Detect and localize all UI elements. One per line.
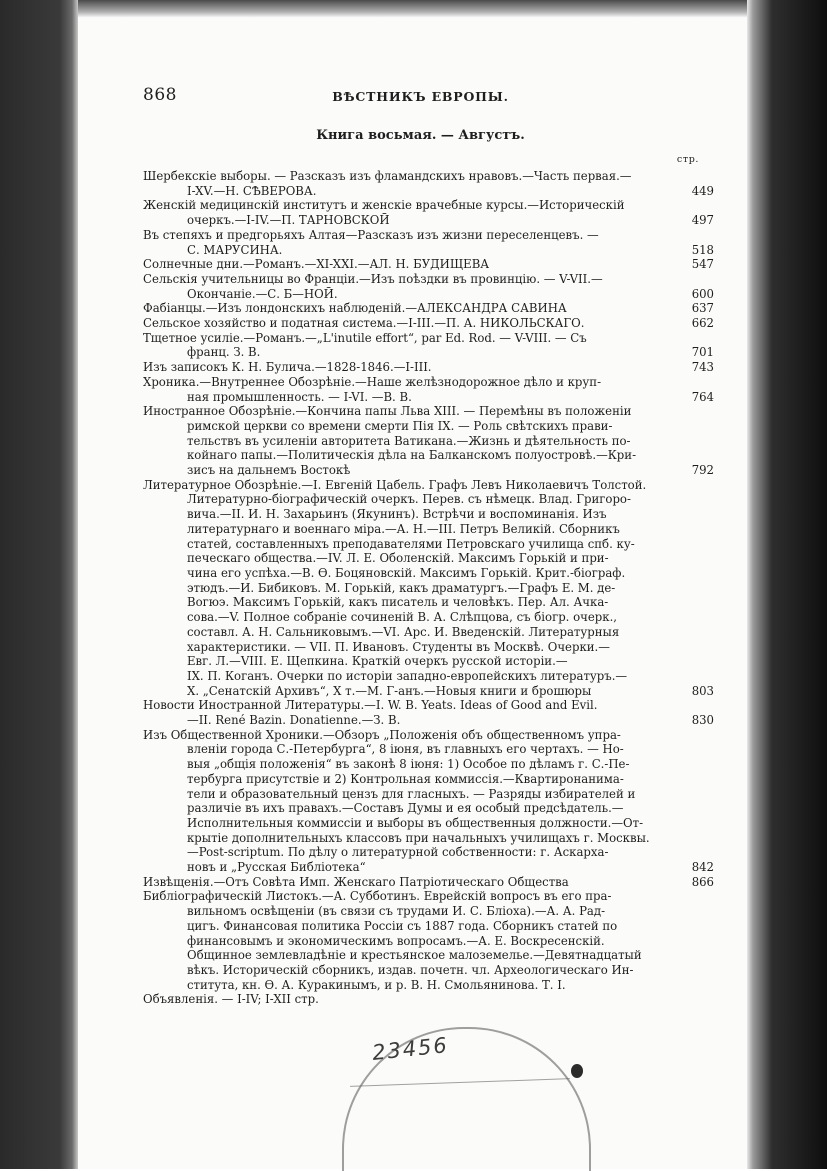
toc-entry-line: вленіи города С.-Петербурга“, 8 іюня, въ главныхъ его чертахъ. — Но- xyxy=(187,742,624,757)
toc-entry-line: статей, составленныхъ преподавателями Петровскаго училища спб. ку- xyxy=(187,536,635,551)
toc-entry xyxy=(143,992,714,1007)
toc-entry-line: сова.—V. Полное собраніе сочиненій В. А. Слѣпцова, съ біогр. очерк., xyxy=(187,610,618,625)
toc-entry xyxy=(143,257,714,272)
toc-entry-line: Изъ Общественной Хроники.—Обзоръ „Положенія объ общественномъ упра- xyxy=(143,727,621,742)
toc-entry-line: Сельскія учительницы во Франціи.—Изъ поѣздки въ провинцію. — V-VII.— xyxy=(143,271,603,286)
toc-page-number: 497 xyxy=(691,213,714,228)
toc-entry-line: тели и образовательный цензъ для гласныхъ. — Разряды избирателей и xyxy=(187,786,636,801)
toc-entry-line: Литературно-біографическій очеркъ. Перев. съ нѣмецк. Влад. Григоро- xyxy=(187,492,631,507)
toc-entry-line: Женскій медицинскій институтъ и женскіе врачебные курсы.—Историческій xyxy=(143,198,625,213)
toc-page-number: 830 xyxy=(691,713,714,728)
toc-entry-line: римской церкви со времени смерти Пія IX. — Роль свѣтскихъ прави- xyxy=(187,418,613,433)
toc-page-number: 866 xyxy=(691,874,714,889)
toc-page-number: 662 xyxy=(691,316,714,331)
toc-entry-line: С. МАРУСИНА. xyxy=(187,242,283,257)
toc-entry-line: Въ степяхъ и предгорьяхъ Алтая—Разсказъ изъ жизни переселенцевъ. — xyxy=(143,227,599,242)
toc-entry-line: Тщетное усиліе.—Романъ.—„L'inutile effort“, par Ed. Rod. — V-VIII. — Съ xyxy=(143,330,587,345)
toc-entry xyxy=(143,875,714,890)
ink-blot xyxy=(571,1064,583,1078)
toc-entry-line: характеристики. — VII. П. Ивановъ. Студенты въ Москвѣ. Очерки.— xyxy=(187,639,610,654)
toc-page-number: 842 xyxy=(691,860,714,875)
toc-entry-line: вильномъ освѣщеніи (въ связи съ трудами И. С. Бліоха).—А. А. Рад- xyxy=(187,904,606,919)
toc-page-number: 792 xyxy=(691,463,714,478)
toc-entry-line: Шербекскіе выборы. — Разсказъ изъ фламандскихъ нравовъ.—Часть первая.— xyxy=(143,169,632,183)
table-of-contents xyxy=(143,169,714,1007)
toc-entry-line: Объявленія. — I-IV; I-XII стр. xyxy=(143,992,319,1007)
book-title: Книга восьмая. — Августъ. xyxy=(316,128,525,143)
toc-entry-line: этюдъ.—И. Бибиковъ. М. Горькій, какъ драматургъ.—Графъ Е. М. де- xyxy=(187,580,616,595)
toc-entry-line: Изъ записокъ К. Н. Булича.—1828-1846.—I-III. xyxy=(143,360,432,375)
toc-page-number: 701 xyxy=(691,345,714,360)
toc-entry-line: Евг. Л.—VIII. Е. Щепкина. Краткій очеркъ русской исторіи.— xyxy=(187,654,568,669)
toc-entry-line: Извѣщенія.—Отъ Совѣта Имп. Женскаго Патріотическаго Общества xyxy=(143,874,569,889)
toc-entry-line: Библіографическій Листокъ.—А. Субботинъ. Еврейскій вопросъ въ его пра- xyxy=(143,889,612,904)
toc-entry-line: чина его успѣха.—В. Ѳ. Боцяновскій. Максимъ Горькій. Крит.-біограф. xyxy=(187,565,626,580)
toc-entry xyxy=(143,169,714,198)
toc-entry-line: Исполнительныя коммиссіи и выборы въ общественныя должности.—От- xyxy=(187,815,644,830)
toc-page-number: 449 xyxy=(691,183,714,198)
toc-entry-line: Хроника.—Внутреннее Обозрѣніе.—Наше желѣзнодорожное дѣло и круп- xyxy=(143,374,602,389)
toc-entry-line: ная промышленность. — I-VI. —В. В. xyxy=(187,389,412,404)
toc-entry-line: тельствъ въ усиленіи авторитета Ватикана.—Жизнь и дѣятельность по- xyxy=(187,433,631,448)
scan-shadow-right xyxy=(747,0,827,1169)
toc-entry-line: вича.—II. И. Н. Захарьинъ (Якунинъ). Встрѣчи и воспоминанія. Изъ xyxy=(187,507,607,522)
toc-entry-line: зисъ на дальнемъ Востокѣ xyxy=(187,463,351,478)
toc-entry-line: выя „общія положенія“ въ законѣ 8 іюня: 1) Особое по дѣламъ г. С.-Пе- xyxy=(187,757,630,772)
toc-entry xyxy=(143,728,714,875)
page-column-label: стр. xyxy=(676,154,699,165)
toc-entry-line: очеркъ.—I-IV.—П. ТАРНОВСКОЙ xyxy=(187,213,390,228)
toc-entry-line: Окончаніе.—С. Б—НОЙ. xyxy=(187,286,338,301)
page-header xyxy=(143,85,698,109)
toc-entry xyxy=(143,478,714,699)
toc-entry-line: Общинное землевладѣніе и крестьянское малоземелье.—Девятнадцатый xyxy=(187,948,642,963)
toc-entry-line: новъ и „Русская Библіотека“ xyxy=(187,860,366,875)
journal-title: ВѢСТНИКЪ ЕВРОПЫ. xyxy=(332,89,509,104)
scan-shadow-left xyxy=(0,0,78,1169)
toc-page-number: 637 xyxy=(691,301,714,316)
toc-entry xyxy=(143,228,714,257)
toc-entry-line: Иностранное Обозрѣніе.—Кончина папы Льва XIII. — Перемѣны въ положеніи xyxy=(143,404,632,419)
toc-entry-line: —Post-scriptum. По дѣлу о литературной собственности: г. Аскарха- xyxy=(187,845,609,860)
toc-entry-line: франц. З. В. xyxy=(187,345,261,360)
toc-page-number: 600 xyxy=(691,286,714,301)
toc-entry-line: —II. René Bazin. Donatienne.—З. В. xyxy=(187,713,401,728)
toc-entry xyxy=(143,301,714,316)
toc-entry xyxy=(143,375,714,404)
toc-entry xyxy=(143,360,714,375)
toc-page-number: 743 xyxy=(691,360,714,375)
toc-entry xyxy=(143,198,714,227)
toc-entry-line: ститута, кн. Ѳ. А. Куракинымъ, и р. В. Н. Смольянинова. Т. I. xyxy=(187,977,566,992)
toc-page-number: 547 xyxy=(691,257,714,272)
scan-shadow-top xyxy=(78,0,747,18)
toc-entry xyxy=(143,889,714,992)
toc-entry-line: финансовымъ и экономическимъ вопросамъ.—А. Е. Воскресенскій. xyxy=(187,933,605,948)
toc-entry-line: IX. П. Коганъ. Очерки по исторіи западно-европейскихъ литературъ.— xyxy=(187,668,628,683)
toc-entry-line: составл. А. Н. Сальниковымъ.—VI. Арс. И. Введенскій. Литературныя xyxy=(187,624,620,639)
toc-entry-line: печескаго общества.—IV. Л. Е. Оболенскій. Максимъ Горькій и при- xyxy=(187,551,609,566)
toc-entry-line: койнаго папы.—Политическія дѣла на Балканскомъ полуостровѣ.—Кри- xyxy=(187,448,637,463)
toc-entry-line: Фабіанцы.—Изъ лондонскихъ наблюденій.—АЛЕКСАНДРА САВИНА xyxy=(143,301,567,316)
toc-page-number: 803 xyxy=(691,683,714,698)
toc-entry-line: Вогюэ. Максимъ Горькій, какъ писатель и человѣкъ. Пер. Ал. Ачка- xyxy=(187,595,609,610)
toc-entry-line: литературнаго и военнаго міра.—А. Н.—III. Петръ Великій. Сборникъ xyxy=(187,521,620,536)
page-number: 868 xyxy=(143,85,177,105)
toc-page-number: 518 xyxy=(691,242,714,257)
toc-entry xyxy=(143,316,714,331)
toc-entry xyxy=(143,404,714,478)
toc-entry-line: Сельское хозяйство и податная система.—I-III.—П. А. НИКОЛЬСКАГО. xyxy=(143,316,585,331)
toc-entry xyxy=(143,698,714,727)
toc-entry-line: Солнечные дни.—Романъ.—XI-XXI.—АЛ. Н. БУДИЩЕВА xyxy=(143,257,490,272)
toc-entry-line: Литературное Обозрѣніе.—I. Евгеній Цабель. Графъ Левъ Николаевичъ Толстой. xyxy=(143,477,647,492)
toc-entry-line: I-XV.—Н. СѢВЕРОВА. xyxy=(187,183,317,198)
toc-entry-line: X. „Сенатскій Архивъ“, X т.—М. Г-анъ.—Новыя книги и брошюры xyxy=(187,683,592,698)
toc-entry-line: крытіе дополнительныхъ классовъ при начальныхъ училищахъ г. Москвы. xyxy=(187,830,650,845)
toc-entry-line: тербурга присутствіе и 2) Контрольная коммиссія.—Квартиронанима- xyxy=(187,771,624,786)
toc-entry-line: различіе въ ихъ правахъ.—Составъ Думы и ея особый предсѣдатель.— xyxy=(187,801,624,816)
toc-entry-line: цигъ. Финансовая политика Россіи съ 1887 года. Сборникъ статей по xyxy=(187,918,618,933)
toc-entry-line: вѣкъ. Историческій сборникъ, издав. почетн. чл. Археологическаго Ин- xyxy=(187,962,634,977)
toc-entry xyxy=(143,272,714,301)
toc-page-number: 764 xyxy=(691,389,714,404)
toc-entry xyxy=(143,331,714,360)
stamp-number: 23456 xyxy=(370,1033,450,1065)
toc-entry-line: Новости Иностранной Литературы.—I. W. B. Yeats. Ideas of Good and Evil. xyxy=(143,698,598,713)
